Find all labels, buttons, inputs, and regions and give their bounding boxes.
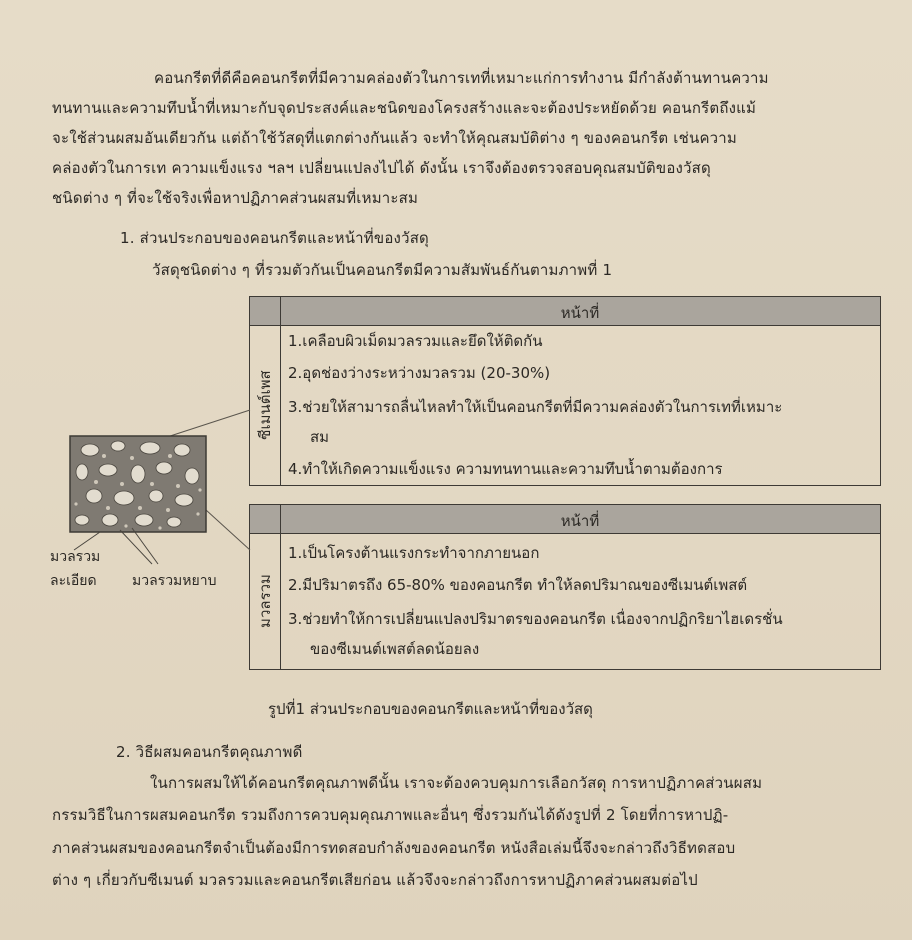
fine-aggregate-label-2: ละเอียด xyxy=(50,573,97,589)
intro-line-4: คล่องตัวในการเท ความแข็งแรง ฯลฯ เปลี่ยนแปลงไปได้ ดังนั้น เราจึงต้องตรวจสอบคุณสมบัติของวัสดุ xyxy=(52,159,711,177)
intro-line-1: คอนกรีตที่ดีคือคอนกรีตที่มีความคล่องตัวในการเทที่เหมาะแก่การทำงาน มีกำลังต้านทานความ xyxy=(154,69,769,87)
function-item: 1.เคลือบผิวเม็ดมวลรวมและยึดให้ติดกัน xyxy=(288,332,543,350)
function-item-continuation: สม xyxy=(310,428,330,446)
table-header xyxy=(250,505,880,534)
function-item: 4.ทำให้เกิดความแข็งแรง ความทนทานและความทึบน้ำตามต้องการ xyxy=(288,460,723,478)
function-item: 2.มีปริมาตรถึง 65-80% ของคอนกรีต ทำให้ลดปริมาณของซีเมนต์เพสต์ xyxy=(288,576,748,594)
function-item: 3.ช่วยให้สามารถลื่นไหลทำให้เป็นคอนกรีตที่มีความคล่องตัวในการเทที่เหมาะ xyxy=(288,398,783,416)
section1-lead: วัสดุชนิดต่าง ๆ ที่รวมตัวกันเป็นคอนกรีตมีความสัมพันธ์กันตามภาพที่ 1 xyxy=(152,261,613,279)
intro-line-5: ชนิดต่าง ๆ ที่จะใช้จริงเพื่อหาปฏิภาคส่วนผสมที่เหมาะสม xyxy=(52,189,419,207)
function-item-continuation: ของซีเมนต์เพสต์ลดน้อยลง xyxy=(310,640,480,658)
side-label: ซีเมนต์เพส xyxy=(256,370,274,440)
cement-paste-table xyxy=(249,296,881,486)
aggregate-table xyxy=(249,504,881,670)
intro-line-2: ทนทานและความทึบน้ำที่เหมาะกับจุดประสงค์และชนิดของโครงสร้างและจะต้องประหยัดด้วย คอนกรีตถึงแม้ xyxy=(52,99,757,117)
header-label: หน้าที่ xyxy=(560,304,600,322)
function-item: 3.ช่วยทำให้การเปลี่ยนแปลงปริมาตรของคอนกรีต เนื่องจากปฏิกริยาไฮเดรชั่น xyxy=(288,610,783,628)
function-item: 1.เป็นโครงต้านแรงกระทำจากภายนอก xyxy=(288,544,540,562)
side-label: มวลรวม xyxy=(256,574,274,628)
figure-caption: รูปที่1 ส่วนประกอบของคอนกรีตและหน้าที่ของวัสดุ xyxy=(268,700,593,718)
table-header xyxy=(250,297,880,326)
section2-line-1: ในการผสมให้ได้คอนกรีตคุณภาพดีนั้น เราจะต้องควบคุมการเลือกวัสดุ การหาปฏิภาคส่วนผสม xyxy=(150,774,763,792)
section2-heading: 2. วิธีผสมคอนกรีตคุณภาพดี xyxy=(116,743,303,761)
coarse-aggregate-label: มวลรวมหยาบ xyxy=(132,573,217,589)
intro-line-3: จะใช้ส่วนผสมอันเดียวกัน แต่ถ้าใช้วัสดุที่แตกต่างกันแล้ว จะทำให้คุณสมบัติต่าง ๆ ของคอนกรีต เช่นความ xyxy=(52,129,738,147)
concrete-cross-section-drawing xyxy=(60,400,260,565)
section2-line-4: ต่าง ๆ เกี่ยวกับซีเมนต์ มวลรวมและคอนกรีตเสียก่อน แล้วจึงจะกล่าวถึงการหาปฏิภาคส่วนผสมต่อไป xyxy=(52,871,698,889)
section2-line-3: ภาคส่วนผสมของคอนกรีตจำเป็นต้องมีการทดสอบกำลังของคอนกรีต หนังสือเล่มนี้จึงจะกล่าวถึงวิธีทดสอบ xyxy=(52,839,736,857)
fine-aggregate-label: มวลรวม xyxy=(50,549,101,565)
section2-line-2: กรรมวิธีในการผสมคอนกรีต รวมถึงการควบคุมคุณภาพและอื่นๆ ซึ่งรวมกันได้ดังรูปที่ 2 โดยที่การหาปฏิ- xyxy=(52,806,729,824)
section1-heading: 1. ส่วนประกอบของคอนกรีตและหน้าที่ของวัสดุ xyxy=(120,229,429,247)
function-item: 2.อุดช่องว่างระหว่างมวลรวม (20-30%) xyxy=(288,364,551,382)
header-label: หน้าที่ xyxy=(560,512,600,530)
